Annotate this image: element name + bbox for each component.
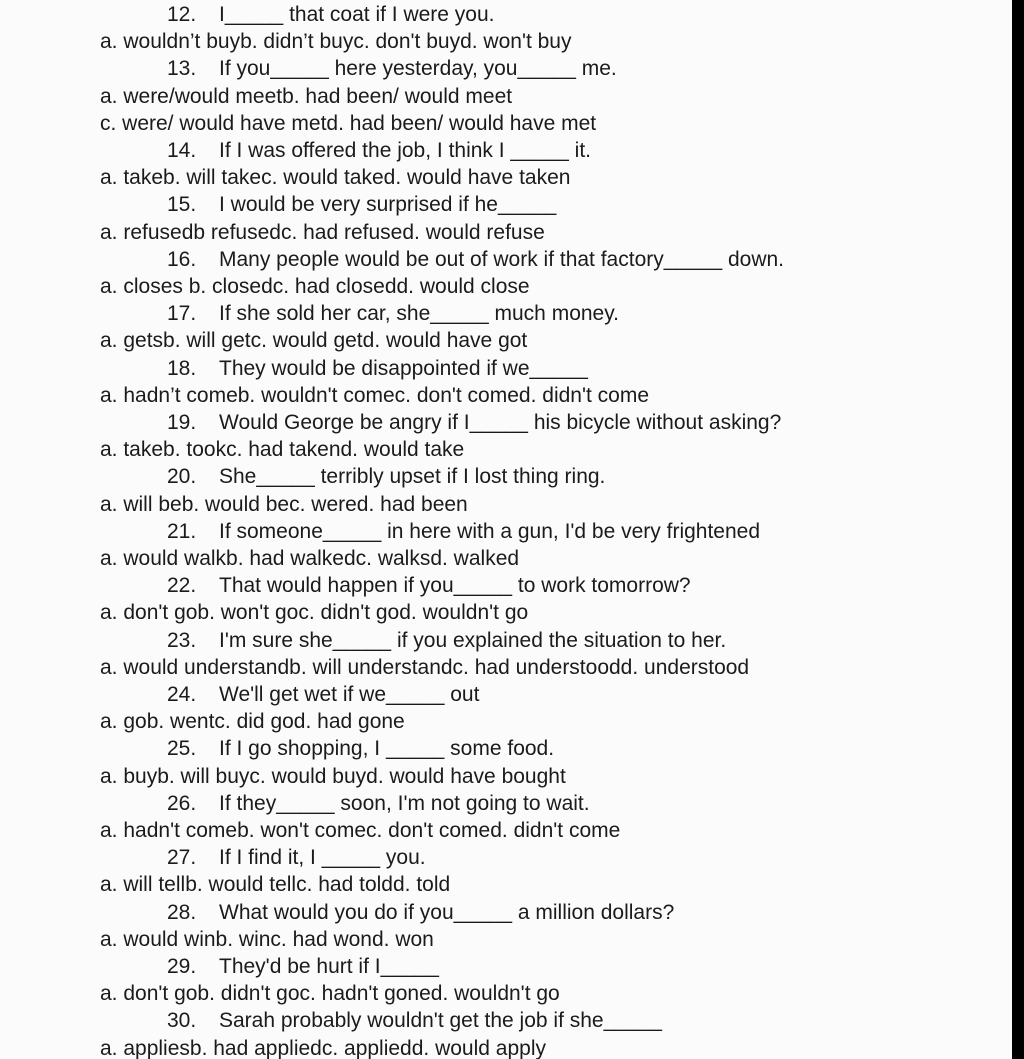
answer-options: a. buyb. will buyc. would buyd. would have bought [100,764,566,788]
answer-options: a. takeb. will takec. would taked. would have taken [100,166,571,190]
question-text: Many people would be out of work if that factory_____ down. [219,247,785,271]
answer-options: a. don't gob. won't goc. didn't god. wouldn't go [100,601,529,625]
answer-options: a. will tellb. would tellc. had toldd. told [100,873,451,897]
question-number: 13. [167,57,197,81]
question-number: 22. [167,574,197,598]
answer-options: a. gob. wentc. did god. had gone [100,710,405,734]
answer-options: c. were/ would have metd. had been/ would have met [100,111,597,135]
question-line [167,845,426,871]
answer-options: a. refusedb refusedc. had refused. would refuse [100,220,545,244]
question-text: We'll get wet if we_____ out [219,683,480,706]
question-line [167,356,588,382]
question-text: If you_____ here yesterday, you_____ me. [219,57,617,81]
question-number: 27. [167,846,197,870]
question-line [167,682,479,708]
question-number: 16. [167,247,197,271]
question-number: 23. [167,628,197,652]
question-text: I would be very surprised if he_____ [219,193,557,217]
answer-options: a. would understandb. will understandc. had understoodd. understood [100,655,750,679]
answer-options: a. would winb. winc. had wond. won [100,927,434,951]
question-line [167,301,619,327]
question-text: I'm sure she_____ if you explained the situation to her. [219,628,727,652]
question-text: If they_____ soon, I'm not going to wait. [219,791,590,815]
question-text: If I find it, I _____ you. [219,846,426,870]
question-line [167,736,554,762]
answer-options: a. were/would meetb. had been/ would meet [100,84,513,108]
answer-options: a. getsb. will getc. would getd. would have got [100,329,528,353]
answer-options: a. hadn't comeb. won't comec. don't comed. didn't come [100,819,621,842]
question-number: 17. [167,302,197,326]
question-number: 25. [167,737,197,761]
answer-options: a. closes b. closedc. had closedd. would close [100,275,530,298]
question-number: 12. [167,3,197,26]
question-text: Sarah probably wouldn't get the job if she_____ [219,1009,662,1033]
question-number: 19. [167,411,197,434]
question-text: They would be disappointed if we_____ [219,356,588,380]
question-number: 28. [167,900,197,924]
question-number: 18. [167,356,197,380]
question-line [167,138,591,164]
question-text: They'd be hurt if I_____ [219,955,439,978]
question-text: That would happen if you_____ to work tomorrow? [219,574,691,598]
question-line [167,1008,662,1034]
answer-options: a. takeb. tookc. had takend. would take [100,438,465,462]
question-number: 14. [167,139,197,162]
question-text: If someone_____ in here with a gun, I'd be very frightened [219,519,761,543]
answer-options: a. wouldn’t buyb. didn’t buyc. don't buyd. won't buy [100,30,572,54]
question-text: Would George be angry if I_____ his bicycle without asking? [219,411,782,434]
question-line [167,573,691,599]
question-text: She_____ terribly upset if I lost thing ring. [219,465,606,489]
question-number: 26. [167,791,197,815]
question-line [167,247,784,273]
question-text: If she sold her car, she_____ much money. [219,302,620,326]
answer-options: a. hadn’t comeb. wouldn't comec. don't comed. didn't come [100,383,649,407]
question-number: 21. [167,519,197,543]
question-number: 24. [167,683,197,706]
question-text: If I go shopping, I _____ some food. [219,737,555,761]
question-line [167,410,781,436]
question-text: If I was offered the job, I think I _____ it. [219,139,592,162]
question-text: I_____ that coat if I were you. [219,3,495,26]
question-line [167,2,495,28]
question-line [167,56,617,82]
question-text: What would you do if you_____ a million dollars? [219,900,675,924]
question-number: 29. [167,955,197,978]
question-line [167,954,439,980]
question-number: 20. [167,465,197,489]
question-line [167,628,726,654]
question-line [167,464,605,490]
question-line [167,192,556,218]
question-number: 15. [167,193,197,217]
answer-options: a. would walkb. had walkedc. walksd. walked [100,547,520,570]
question-line [167,791,590,817]
answer-options: a. don't gob. didn't goc. hadn't goned. wouldn't go [100,982,560,1006]
question-number: 30. [167,1009,197,1033]
question-line [167,900,674,926]
answer-options: a. will beb. would bec. wered. had been [100,492,468,516]
question-line [167,519,760,545]
answer-options: a. appliesb. had appliedc. appliedd. would apply [100,1036,546,1059]
